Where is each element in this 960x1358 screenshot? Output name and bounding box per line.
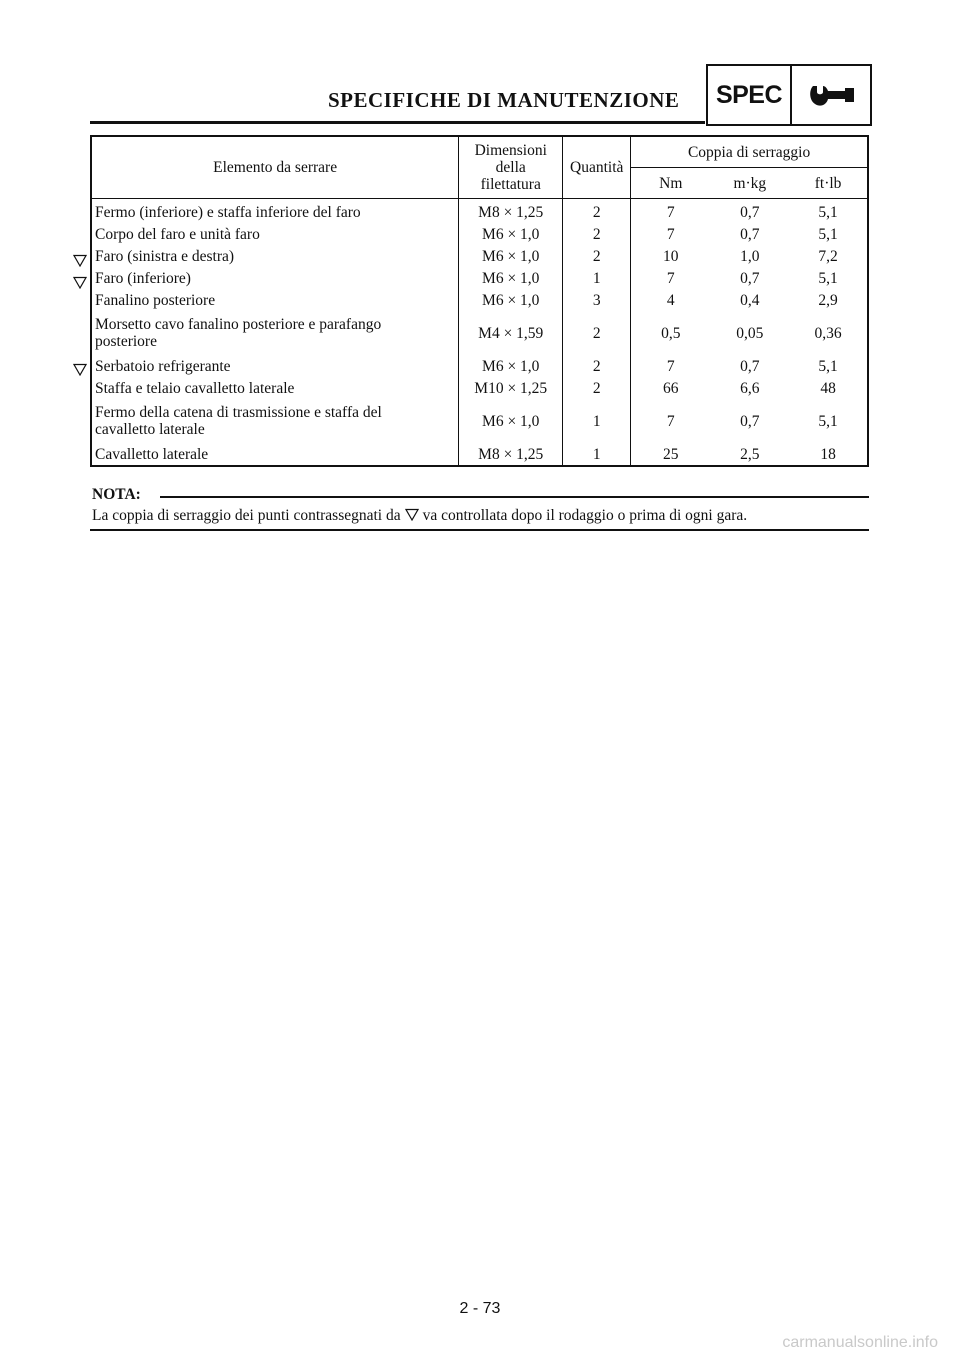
- row-nm: 7: [666, 269, 675, 287]
- row-ftlb: 2,9: [818, 291, 838, 309]
- header-quantity: Quantità: [563, 136, 631, 199]
- spec-badge: [706, 64, 872, 126]
- note-text-after: va controllata dopo il rodaggio o prima di ogni gara.: [422, 507, 748, 524]
- header-mkg: m·kg: [710, 168, 789, 199]
- triangle-outline-icon: [73, 276, 87, 289]
- row-name: Cavalletto laterale: [91, 443, 459, 466]
- row-nm: 66: [663, 379, 679, 397]
- row-name: Faro (sinistra e destra): [91, 245, 459, 267]
- row-nm: 25: [663, 445, 679, 463]
- table-row: [91, 355, 868, 377]
- row-mkg: 0,7: [740, 357, 760, 375]
- row-mkg: 0,7: [740, 203, 760, 221]
- row-name: Serbatoio refrigerante: [91, 355, 459, 377]
- triangle-outline-icon: [405, 508, 419, 521]
- row-name: Faro (inferiore): [91, 267, 459, 289]
- row-qty: 2: [563, 199, 631, 224]
- spec-badge-label: SPEC: [715, 80, 783, 109]
- row-name: Fanalino posteriore: [91, 289, 459, 311]
- page-title: SPECIFICHE DI MANUTENZIONE: [328, 88, 680, 112]
- row-qty: 1: [563, 399, 631, 443]
- row-name: Fermo (inferiore) e staffa inferiore del faro: [91, 199, 459, 224]
- row-mkg: 0,4: [740, 291, 760, 309]
- table-row: [91, 199, 868, 224]
- table-row: [91, 267, 868, 289]
- note-text-before: La coppia di serraggio dei punti contrassegnati da: [92, 507, 401, 524]
- row-name: Fermo della catena di trasmissione e staffa del cavalletto laterale: [91, 399, 459, 443]
- row-qty: 2: [563, 355, 631, 377]
- note-rule-top: [160, 496, 869, 498]
- header-nm: Nm: [631, 168, 711, 199]
- row-thread: M6 × 1,0: [459, 399, 563, 443]
- row-qty: 2: [563, 311, 631, 355]
- row-ftlb: 7,2: [818, 247, 838, 265]
- row-ftlb: 48: [820, 379, 836, 397]
- note-text: [92, 507, 747, 525]
- table-row: [91, 223, 868, 245]
- row-ftlb: 18: [820, 445, 836, 463]
- row-name: Morsetto cavo fanalino posteriore e parafango posteriore: [91, 311, 459, 355]
- row-ftlb: 0,36: [814, 324, 842, 342]
- row-thread: M6 × 1,0: [459, 223, 563, 245]
- row-thread: M6 × 1,0: [459, 355, 563, 377]
- row-qty: 3: [563, 289, 631, 311]
- table-row: [91, 377, 868, 399]
- row-nm: 7: [666, 412, 675, 430]
- header-ftlb: ft·lb: [789, 168, 868, 199]
- row-name: Staffa e telaio cavalletto laterale: [91, 377, 459, 399]
- table-row: [91, 289, 868, 311]
- row-qty: 1: [563, 443, 631, 466]
- table-row: [91, 443, 868, 466]
- row-mkg: 0,7: [740, 412, 760, 430]
- row-thread: M4 × 1,59: [459, 311, 563, 355]
- row-mkg: 0,05: [736, 324, 764, 342]
- header-torque-group: Coppia di serraggio: [687, 143, 811, 161]
- row-thread: M10 × 1,25: [459, 377, 563, 399]
- torque-spec-table: [90, 135, 869, 467]
- page-number: 2 - 73: [459, 1300, 501, 1317]
- note-rule-bottom: [90, 529, 869, 531]
- row-thread: M6 × 1,0: [459, 267, 563, 289]
- row-thread: M6 × 1,0: [459, 245, 563, 267]
- row-qty: 1: [563, 267, 631, 289]
- row-nm: 4: [666, 291, 675, 309]
- row-nm: 10: [663, 247, 679, 265]
- row-mkg: 0,7: [740, 225, 760, 243]
- header-rule: [90, 121, 705, 124]
- row-nm: 7: [666, 225, 675, 243]
- row-ftlb: 5,1: [818, 203, 838, 221]
- header-element: Elemento da serrare: [91, 136, 459, 199]
- watermark: carmanualsonline.info: [782, 1334, 938, 1351]
- row-thread: M8 × 1,25: [459, 199, 563, 224]
- note-label: NOTA:: [92, 486, 141, 503]
- row-nm: 7: [666, 203, 675, 221]
- row-qty: 2: [563, 245, 631, 267]
- row-ftlb: 5,1: [818, 269, 838, 287]
- triangle-outline-icon: [73, 254, 87, 267]
- row-thread: M6 × 1,0: [459, 289, 563, 311]
- triangle-outline-icon: [73, 363, 87, 376]
- row-qty: 2: [563, 223, 631, 245]
- row-name: Corpo del faro e unità faro: [91, 223, 459, 245]
- table-row: [91, 245, 868, 267]
- row-mkg: 6,6: [740, 379, 760, 397]
- table-row: [91, 399, 868, 443]
- row-nm: 7: [666, 357, 675, 375]
- row-qty: 2: [563, 377, 631, 399]
- row-ftlb: 5,1: [818, 412, 838, 430]
- header-thread: Dimensioni della filettatura: [459, 136, 563, 199]
- row-thread: M8 × 1,25: [459, 443, 563, 466]
- row-ftlb: 5,1: [818, 225, 838, 243]
- table-row: [91, 311, 868, 355]
- row-ftlb: 5,1: [818, 357, 838, 375]
- row-mkg: 1,0: [740, 247, 760, 265]
- row-nm: 0,5: [661, 324, 681, 342]
- row-mkg: 2,5: [740, 445, 760, 463]
- row-mkg: 0,7: [740, 269, 760, 287]
- wrench-icon: [805, 80, 857, 110]
